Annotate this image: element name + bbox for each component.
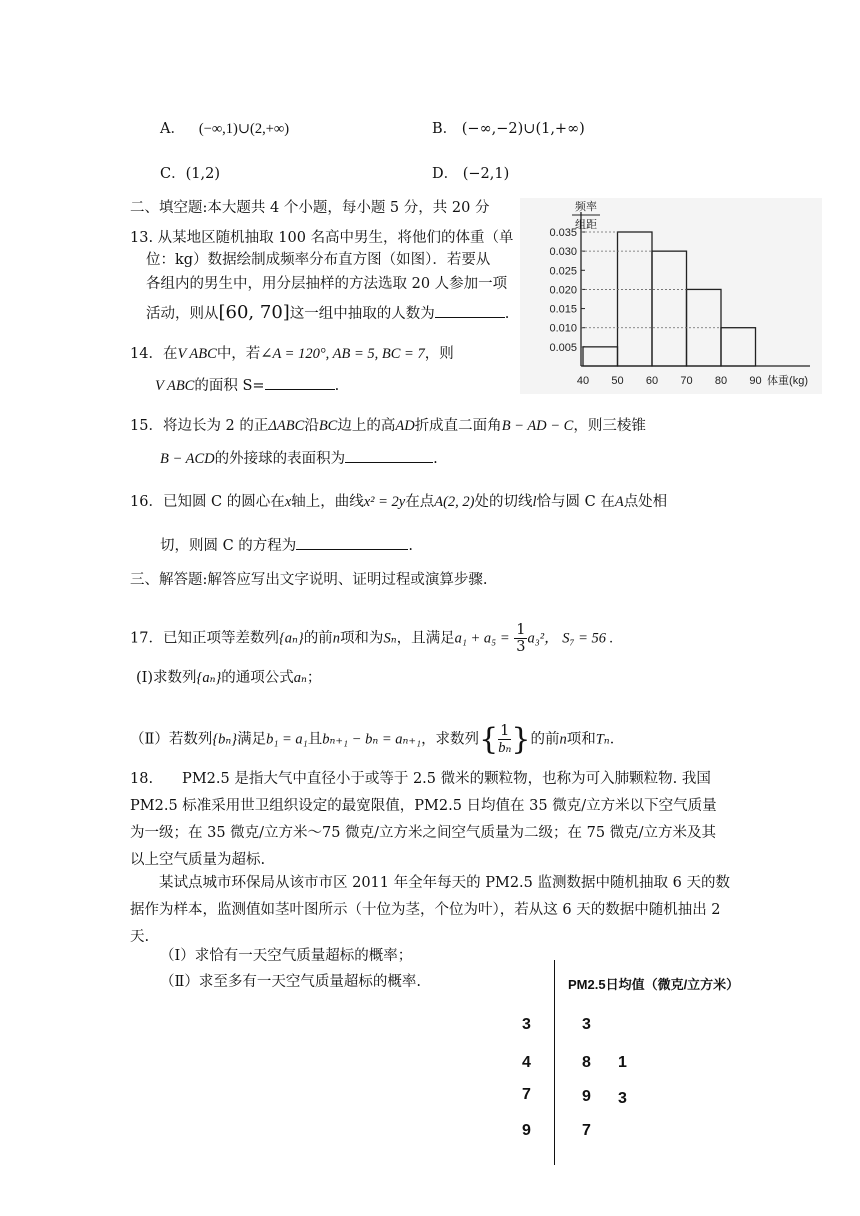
y-tick-label: 0.010 bbox=[549, 322, 577, 335]
answer-blank[interactable] bbox=[435, 303, 505, 318]
q16-curve: x² = 2y bbox=[363, 494, 406, 510]
frequency-histogram bbox=[520, 198, 822, 394]
leaf: 1 bbox=[618, 1054, 627, 1071]
histogram-bar bbox=[652, 251, 687, 366]
q15-end: . bbox=[433, 451, 438, 467]
q16-var: x bbox=[284, 494, 292, 510]
q15-text: 边上的高 bbox=[337, 418, 396, 434]
histogram-bar bbox=[583, 347, 618, 366]
q17-var: n bbox=[332, 630, 340, 647]
option-text: (−∞,−2)∪(1,+∞) bbox=[461, 121, 585, 137]
option-a bbox=[160, 117, 289, 138]
leaf: 3 bbox=[618, 1090, 627, 1107]
q13-interval: [60, 70] bbox=[218, 302, 290, 323]
y-tick-label: 0.005 bbox=[549, 341, 577, 354]
option-label: C． bbox=[160, 166, 186, 182]
option-label: B． bbox=[432, 121, 458, 137]
q17-text: 项和为 bbox=[339, 630, 384, 647]
numerator: 1 bbox=[516, 622, 526, 638]
q15-text: 沿 bbox=[304, 418, 319, 434]
q17-text: 满足 bbox=[237, 731, 267, 748]
q15-seg: AD bbox=[395, 418, 415, 434]
stem: 7 bbox=[522, 1086, 531, 1103]
q15-triangle: ΔABC bbox=[268, 418, 305, 434]
q17-eq: a₁ + a₅ = bbox=[454, 630, 510, 647]
y-label-top: 频率 bbox=[575, 201, 597, 213]
q14-text: 14．在 bbox=[130, 346, 178, 362]
q17-seq: {aₙ} bbox=[278, 630, 304, 647]
y-tick-label: 0.030 bbox=[549, 246, 577, 259]
q15-line bbox=[130, 414, 646, 435]
q13-line: 位：kg）数据绘制成频率分布直方图（如图）．若要从 bbox=[146, 252, 491, 268]
q17-text: (Ⅰ)求数列 bbox=[136, 670, 197, 686]
q15-pyramid: B − ACD bbox=[160, 451, 215, 467]
fraction bbox=[514, 622, 527, 655]
fraction bbox=[498, 723, 511, 756]
answer-blank[interactable] bbox=[345, 448, 433, 463]
y-tick-label: 0.025 bbox=[549, 265, 577, 278]
leaf: 9 bbox=[582, 1088, 591, 1105]
q16-text: 轴上，曲线 bbox=[291, 494, 364, 510]
brace-right: } bbox=[511, 722, 531, 757]
q15-line bbox=[160, 447, 438, 468]
q17-eq: a₃² bbox=[527, 630, 545, 647]
q13-end: . bbox=[504, 306, 510, 322]
stem: 9 bbox=[522, 1122, 531, 1139]
q13-text: 活动，则从 bbox=[146, 306, 219, 322]
q17-text: ． bbox=[609, 731, 625, 748]
histogram-bar bbox=[618, 232, 653, 366]
option-text: (1,2) bbox=[185, 166, 220, 182]
q14-text: ，则 bbox=[424, 346, 454, 362]
q16-line bbox=[130, 490, 667, 511]
q16-var: l bbox=[532, 494, 537, 510]
y-tick-label: 0.035 bbox=[549, 227, 577, 239]
q17-seq: {bₙ} bbox=[212, 731, 238, 748]
q16-end: . bbox=[408, 538, 413, 554]
section-heading: 二、填空题:本大题共 4 个小题，每小题 5 分，共 20 分 bbox=[130, 200, 490, 216]
option-text: (−∞,1)∪(2,+∞) bbox=[198, 121, 290, 137]
q17-text: 17．已知正项等差数列 bbox=[130, 630, 279, 647]
q17-var: n bbox=[559, 731, 567, 748]
option-c bbox=[160, 162, 220, 183]
q17-line bbox=[130, 622, 613, 655]
q16-point: A(2, 2) bbox=[434, 494, 475, 510]
q13-line: 13. 从某地区随机抽取 100 名高中男生，将他们的体重（单 bbox=[130, 230, 514, 246]
q17-part2 bbox=[130, 722, 624, 757]
x-tick-label: 90 bbox=[749, 375, 762, 387]
stem-divider bbox=[554, 960, 555, 1165]
option-label: D． bbox=[432, 166, 459, 182]
option-b bbox=[432, 117, 585, 138]
q17-text: 且 bbox=[307, 731, 323, 748]
histogram-bar bbox=[721, 328, 756, 366]
q13-line bbox=[146, 302, 509, 323]
q15-text: 的外接球的表面积为 bbox=[214, 451, 346, 467]
q14-triangle: V ABC bbox=[155, 378, 195, 394]
q17-text: 项和 bbox=[566, 731, 596, 748]
q18-part2: （Ⅱ）求至多有一天空气质量超标的概率. bbox=[160, 974, 421, 990]
q17-text: ，求数列 bbox=[421, 731, 480, 748]
q15-text: ，则三棱锥 bbox=[573, 418, 646, 434]
q16-text: 处的切线 bbox=[474, 494, 533, 510]
q14-line bbox=[130, 342, 454, 363]
q15-text: 15．将边长为 2 的正 bbox=[130, 418, 269, 434]
y-label-bottom: 组距 bbox=[575, 219, 597, 231]
q13-text: 这一组中抽取的人数为 bbox=[289, 306, 435, 322]
x-tick-label: 80 bbox=[714, 375, 728, 387]
leaf: 7 bbox=[582, 1122, 591, 1139]
y-tick-label: 0.015 bbox=[549, 303, 577, 316]
q15-seg: BC bbox=[318, 418, 338, 434]
x-axis-label: 体重(kg) bbox=[767, 375, 808, 387]
q17-eq: b₁ = a₁ bbox=[266, 731, 308, 748]
option-text: (−2,1) bbox=[462, 166, 510, 182]
q14-text: 中，若 bbox=[216, 346, 261, 362]
stem-leaf-plot bbox=[500, 960, 760, 1165]
q17-text: ； bbox=[306, 670, 322, 686]
q16-text: 16．已知圆 C 的圆心在 bbox=[130, 494, 285, 510]
q17-text: 的通项公式 bbox=[221, 670, 294, 686]
q14-end: . bbox=[334, 378, 340, 394]
q16-text: 切，则圆 C 的方程为 bbox=[160, 538, 297, 554]
q17-seq: {aₙ} bbox=[196, 670, 222, 686]
y-tick-label: 0.020 bbox=[549, 284, 577, 297]
q18-paragraph: 18. PM2.5 是指大气中直径小于或等于 2.5 微米的颗粒物，也称为可入肺颗粒物. 我国 PM2.5 标准采用世卫组织设定的最宽限值，PM2.5 日均值在 35 微克/立方米以下空气质量为一级；在 35 微克/立方米～75 微克/立方米之间空气质量为二级；在 75 微克/立方米及其以上空气质量为超标. bbox=[130, 771, 717, 868]
option-d bbox=[432, 162, 509, 183]
q17-text: ，且满足 bbox=[396, 630, 455, 647]
option-label: A． bbox=[160, 121, 185, 137]
answer-blank[interactable] bbox=[265, 375, 335, 390]
section-heading: 三、解答题:解答应写出文字说明、证明过程或演算步骤. bbox=[130, 572, 488, 588]
x-tick-label: 50 bbox=[611, 375, 624, 387]
x-tick-label: 70 bbox=[680, 375, 693, 387]
denominator: bₙ bbox=[498, 740, 512, 756]
leaf: 8 bbox=[582, 1054, 591, 1071]
x-tick-label: 40 bbox=[576, 375, 590, 387]
q17-var: Sₙ bbox=[383, 630, 397, 647]
q17-eq: ， S₇ = 56 . bbox=[544, 630, 614, 647]
q17-var: aₙ bbox=[293, 670, 307, 686]
q17-eq: bₙ₊₁ − bₙ = aₙ₊₁ bbox=[322, 731, 422, 748]
q17-text: 的前 bbox=[303, 630, 333, 647]
answer-blank[interactable] bbox=[296, 535, 408, 550]
q17-text: （Ⅱ）若数列 bbox=[130, 731, 213, 748]
q13-line: 各组内的男生中，用分层抽样的方法选取 20 人参加一项 bbox=[146, 276, 508, 292]
q14-line bbox=[155, 374, 339, 395]
q14-condition: ∠A = 120°, AB = 5, BC = 7 bbox=[260, 346, 425, 362]
q17-part1 bbox=[136, 666, 321, 687]
numerator: 1 bbox=[500, 723, 510, 739]
q16-var: A bbox=[614, 494, 624, 510]
leaf: 3 bbox=[582, 1016, 591, 1033]
brace-left: { bbox=[479, 722, 499, 757]
q16-text: 恰与圆 C 在 bbox=[536, 494, 615, 510]
q17-var: Tₙ bbox=[595, 731, 610, 748]
q14-text: 的面积 S= bbox=[194, 378, 265, 394]
histogram-svg bbox=[520, 198, 822, 394]
q16-text: 在点 bbox=[405, 494, 435, 510]
q16-text: 点处相 bbox=[623, 494, 668, 510]
q16-line bbox=[160, 534, 413, 555]
stem: 4 bbox=[522, 1054, 531, 1071]
x-tick-label: 60 bbox=[645, 375, 659, 387]
q14-triangle: V ABC bbox=[177, 346, 217, 362]
stem-leaf-header: PM2.5日均值（微克/立方米） bbox=[568, 977, 740, 992]
q17-text: 的前 bbox=[530, 731, 560, 748]
q15-dihedral: B − AD − C bbox=[501, 418, 574, 434]
histogram-bar bbox=[687, 289, 722, 366]
q15-text: 折成直二面角 bbox=[414, 418, 502, 434]
q18-paragraph: 某试点城市环保局从该市市区 2011 年全年每天的 PM2.5 监测数据中随机抽取 6 天的数据作为样本，监测值如茎叶图所示（十位为茎，个位为叶），若从这 6 天的数据中随机抽出 2 天. bbox=[130, 875, 730, 945]
denominator: 3 bbox=[516, 639, 526, 655]
stem: 3 bbox=[522, 1016, 531, 1033]
q18-part1: （Ⅰ）求恰有一天空气质量超标的概率； bbox=[160, 948, 413, 964]
